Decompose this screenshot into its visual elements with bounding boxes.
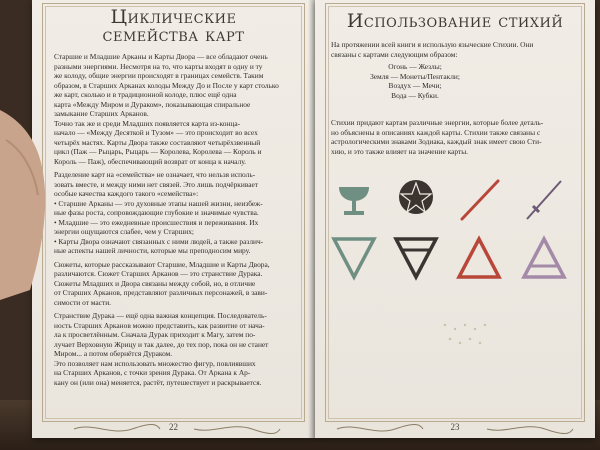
wand-icon <box>454 175 504 225</box>
earth-symbol-icon <box>391 233 441 283</box>
water-symbol-icon <box>329 233 379 283</box>
text-line: от Старших Арканов, представляют различных персонажей, в зави- <box>54 288 268 297</box>
text-line: же карт, сколько и в традиционной колоде, плюс ещё одна <box>54 90 237 99</box>
paragraph <box>54 311 297 387</box>
text-line: замыкание Старших Арканов. <box>54 109 149 118</box>
right-page-intro <box>331 40 577 59</box>
text-line: Король — Паж), обеспечивающий возврат от конца к началу. <box>54 156 247 166</box>
left-page-body <box>54 52 297 391</box>
sword-icon <box>519 175 569 225</box>
mapping-item: Воздух — Мечи; <box>388 81 442 90</box>
mapping-item: Огонь — Жезлы; <box>388 62 442 71</box>
text-line: Это позволяет нам использовать множество фигур, повлиявших <box>54 358 256 368</box>
text-line: ла к просветлённым. Сначала Дурак приходит к Магу, затем по- <box>54 330 256 339</box>
text-line: Странствие Дурака — ещё одна важная концепция. Последователь- <box>54 311 267 320</box>
text-line: лучает Верховную Жрицу и так далее, до тех пор, пока он не станет <box>54 339 269 349</box>
text-line: но объяснены в описаниях каждой карты. Стихии также связаны с <box>331 127 541 137</box>
text-line: ные фазы роста, сопровождающие глубокие и значимые чувства. <box>54 208 259 217</box>
text-line: На протяжении всей книги я использую языческие Стихии. Они <box>331 40 534 49</box>
element-symbols-grid <box>329 175 579 290</box>
text-line: начало — «Между Десяткой и Тузом» — это происходит во всех <box>54 128 258 137</box>
text-line: • Младшие — это ежедневные происшествия и переживания. Их <box>54 217 259 227</box>
hand-holding-book <box>0 100 48 300</box>
text-line: ность Старших Арканов можно представить, как развитие от нача- <box>54 320 265 330</box>
text-line: четырёх мастях. Карты Двора также составляют четырёхзвенный <box>54 137 261 147</box>
title-line: семейства карт <box>102 24 245 46</box>
element-mapping-list <box>355 62 475 100</box>
text-line: образом, в Старших Арканах колоды Между До и После у карт столько <box>54 80 279 90</box>
title-line: Циклические <box>110 6 237 28</box>
fire-symbol-icon <box>454 233 504 283</box>
text-line: различаются. Сюжет Старших Арканов — это странствие Дурака. <box>54 269 263 278</box>
open-book <box>8 0 600 440</box>
text-line: цикл (Паж — Рыцарь, Рыцарь — Королева, Королева — Король и <box>54 147 262 156</box>
text-line: связаны с картами следующим образом: <box>331 49 458 59</box>
air-symbol-icon <box>519 233 569 283</box>
page-number: 22 <box>169 422 178 432</box>
text-line: Сюжеты, которые рассказывают Старшие, Младшие и Карты Двора, <box>54 259 270 269</box>
text-line: Точно так же и среди Младших появляется карта из-конца- <box>54 118 241 128</box>
page-number: 23 <box>450 422 460 432</box>
text-line: • Старшие Арканы — это духовные этапы нашей жизни, неизбеж- <box>54 198 263 208</box>
text-line: Миром... а потом обернётся Дураком. <box>54 349 173 358</box>
text-line: астрологическими знаками Зодиака, каждый знак имеет свою Сти- <box>331 137 542 146</box>
text-line: особые качества каждого такого «семейства»: <box>54 189 199 198</box>
flourish-ornament <box>485 422 575 436</box>
paragraph <box>54 260 297 308</box>
left-page-title <box>52 8 295 44</box>
right-page-title: Использование стихий <box>346 10 564 32</box>
text-line: Стихии придают картам различные энергии, которые более деталь- <box>331 118 544 127</box>
text-line: Разделение карт на «семейства» не означает, что нельзя исполь- <box>54 170 256 179</box>
text-line: Сюжеты Младших и Двора связаны между собой, но, в отличие <box>54 278 256 288</box>
text-line: Старшие и Младшие Арканы и Карты Двора — все обладают очень <box>54 52 268 61</box>
text-line: разными энергиями. Несмотря на то, что карты входят в одну и ту <box>54 61 263 71</box>
text-line: карта «Между Миром и Дураком», показывающая спиральное <box>54 99 251 109</box>
text-line: зовать вместе, и между ними нет связей. Это лишь подчёркивает <box>54 179 259 189</box>
text-line: хию, и это также влияет на значение карты. <box>331 146 469 156</box>
text-line: ные аспекты нашей личности, которые мы преподносим миру. <box>54 246 251 255</box>
flourish-ornament <box>192 422 282 436</box>
text-line: кану он (или она) меняется, растёт, путешествует и раскрывается. <box>54 377 262 387</box>
text-line: симости от масти. <box>54 297 111 307</box>
paragraph <box>54 52 297 166</box>
cup-icon <box>329 175 379 225</box>
pentacle-icon <box>391 175 441 225</box>
text-line: же колоду, общие энергии происходят в границах семейств. Таким <box>54 71 264 80</box>
right-page <box>315 0 595 438</box>
decorative-dots <box>435 315 495 355</box>
right-page-paragraph <box>331 118 577 156</box>
text-line: на Старших Арканов, с точки зрения Дурака. От Аркана к Ар- <box>54 368 251 377</box>
paragraph <box>54 170 297 256</box>
text-line: • Карты Двора означают связанных с ними людей, а также различ- <box>54 236 264 246</box>
mapping-item: Земля — Монеты/Пентакли; <box>370 71 460 81</box>
left-page <box>32 0 315 438</box>
text-line: энергии ощущаются слабее, чем у Старших; <box>54 227 194 236</box>
mapping-item: Вода — Кубки. <box>391 90 439 100</box>
